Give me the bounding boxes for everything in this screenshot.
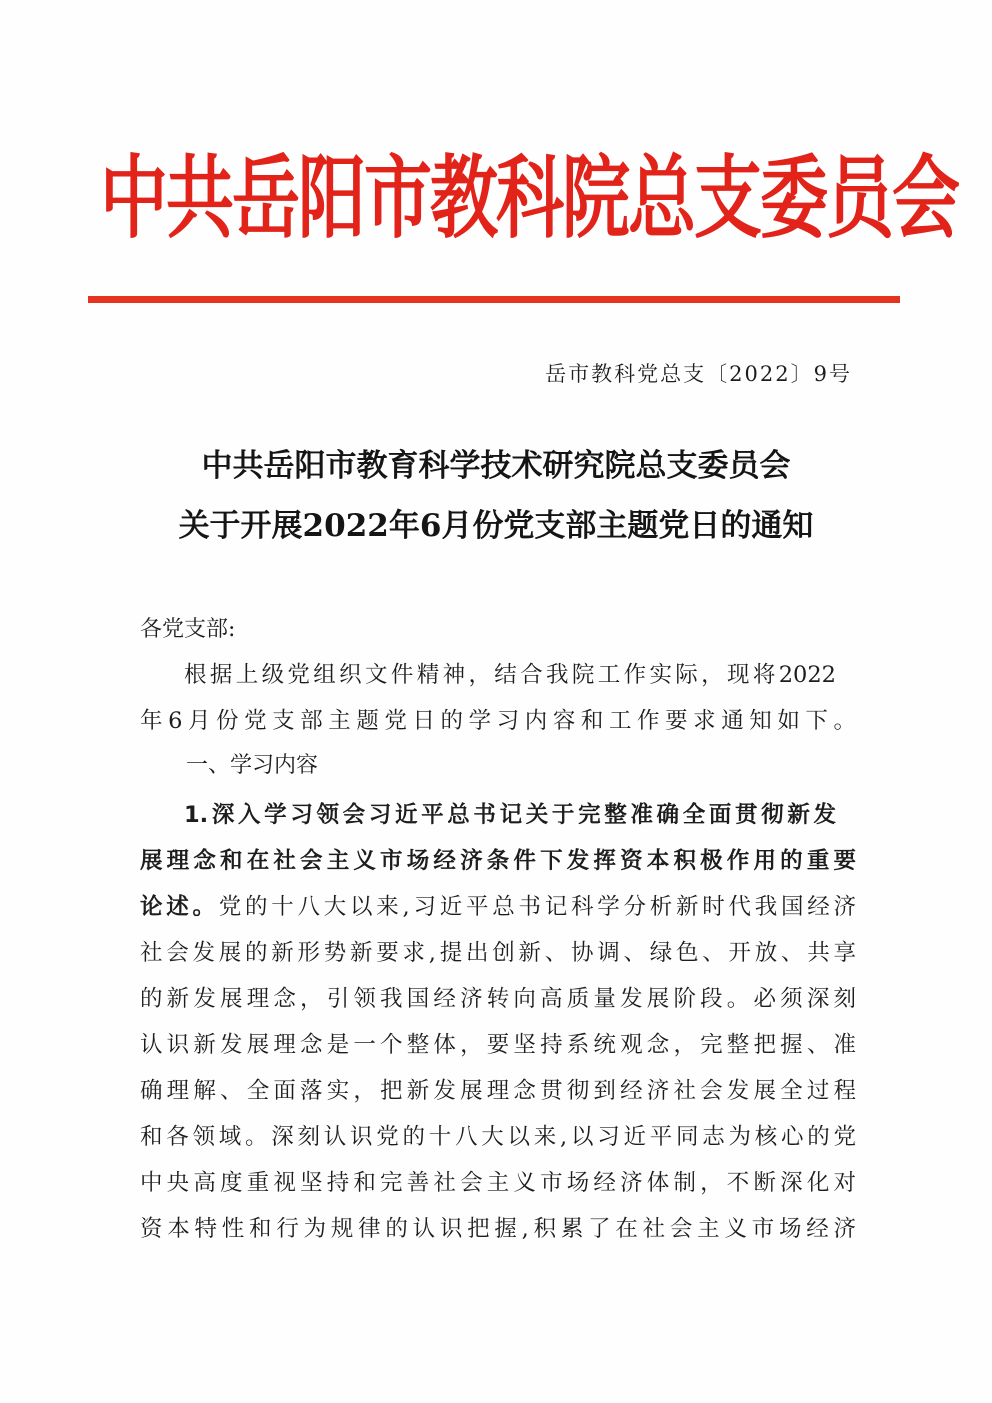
red-divider-line xyxy=(88,296,900,303)
item1-bold-line-1: 1.深入学习领会习近平总书记关于完整准确全面贯彻新发 xyxy=(184,802,836,828)
item1-line-3-text: 党的十八大以来,习近平总书记科学分析新时代我国经济 xyxy=(218,894,856,920)
item1-line-6: 认识新发展理念是一个整体，要坚持系统观念，完整把握、准 xyxy=(140,1032,856,1058)
item1-line-3 xyxy=(140,884,856,930)
intro-line-1: 根据上级党组织文件精神，结合我院工作实际，现将2022 xyxy=(184,662,836,688)
item1-line-10: 资本特性和行为规律的认识把握,积累了在社会主义市场经济 xyxy=(140,1216,856,1242)
item1-line-4: 社会发展的新形势新要求,提出创新、协调、绿色、开放、共享 xyxy=(140,940,856,966)
item1-line-7: 确理解、全面落实，把新发展理念贯彻到经济社会发展全过程 xyxy=(140,1078,856,1104)
document-number: 岳市教科党总支〔2022〕9号 xyxy=(545,362,852,386)
salutation: 各党支部: xyxy=(140,617,236,642)
item1-bold-line-2: 展理念和在社会主义市场经济条件下发挥资本积极作用的重要 xyxy=(140,848,856,874)
notice-title-line-1: 中共岳阳市教育科学技术研究院总支委员会 xyxy=(201,448,791,484)
notice-title-line-2: 关于开展2022年6月份党支部主题党日的通知 xyxy=(178,508,814,544)
section-heading: 一、学习内容 xyxy=(186,753,319,778)
masthead-title: 中共岳阳市教科院总支委员会 xyxy=(100,147,959,252)
intro-line-2: 年6月份党支部主题党日的学习内容和工作要求通知如下。 xyxy=(140,708,856,734)
item1-bold-prefix: 论述。 xyxy=(140,894,219,920)
item1-line-5: 的新发展理念，引领我国经济转向高质量发展阶段。必须深刻 xyxy=(140,986,856,1012)
item1-line-8: 和各领域。深刻认识党的十八大以来,以习近平同志为核心的党 xyxy=(140,1124,856,1150)
item1-line-9: 中央高度重视坚持和完善社会主义市场经济体制，不断深化对 xyxy=(140,1170,856,1196)
